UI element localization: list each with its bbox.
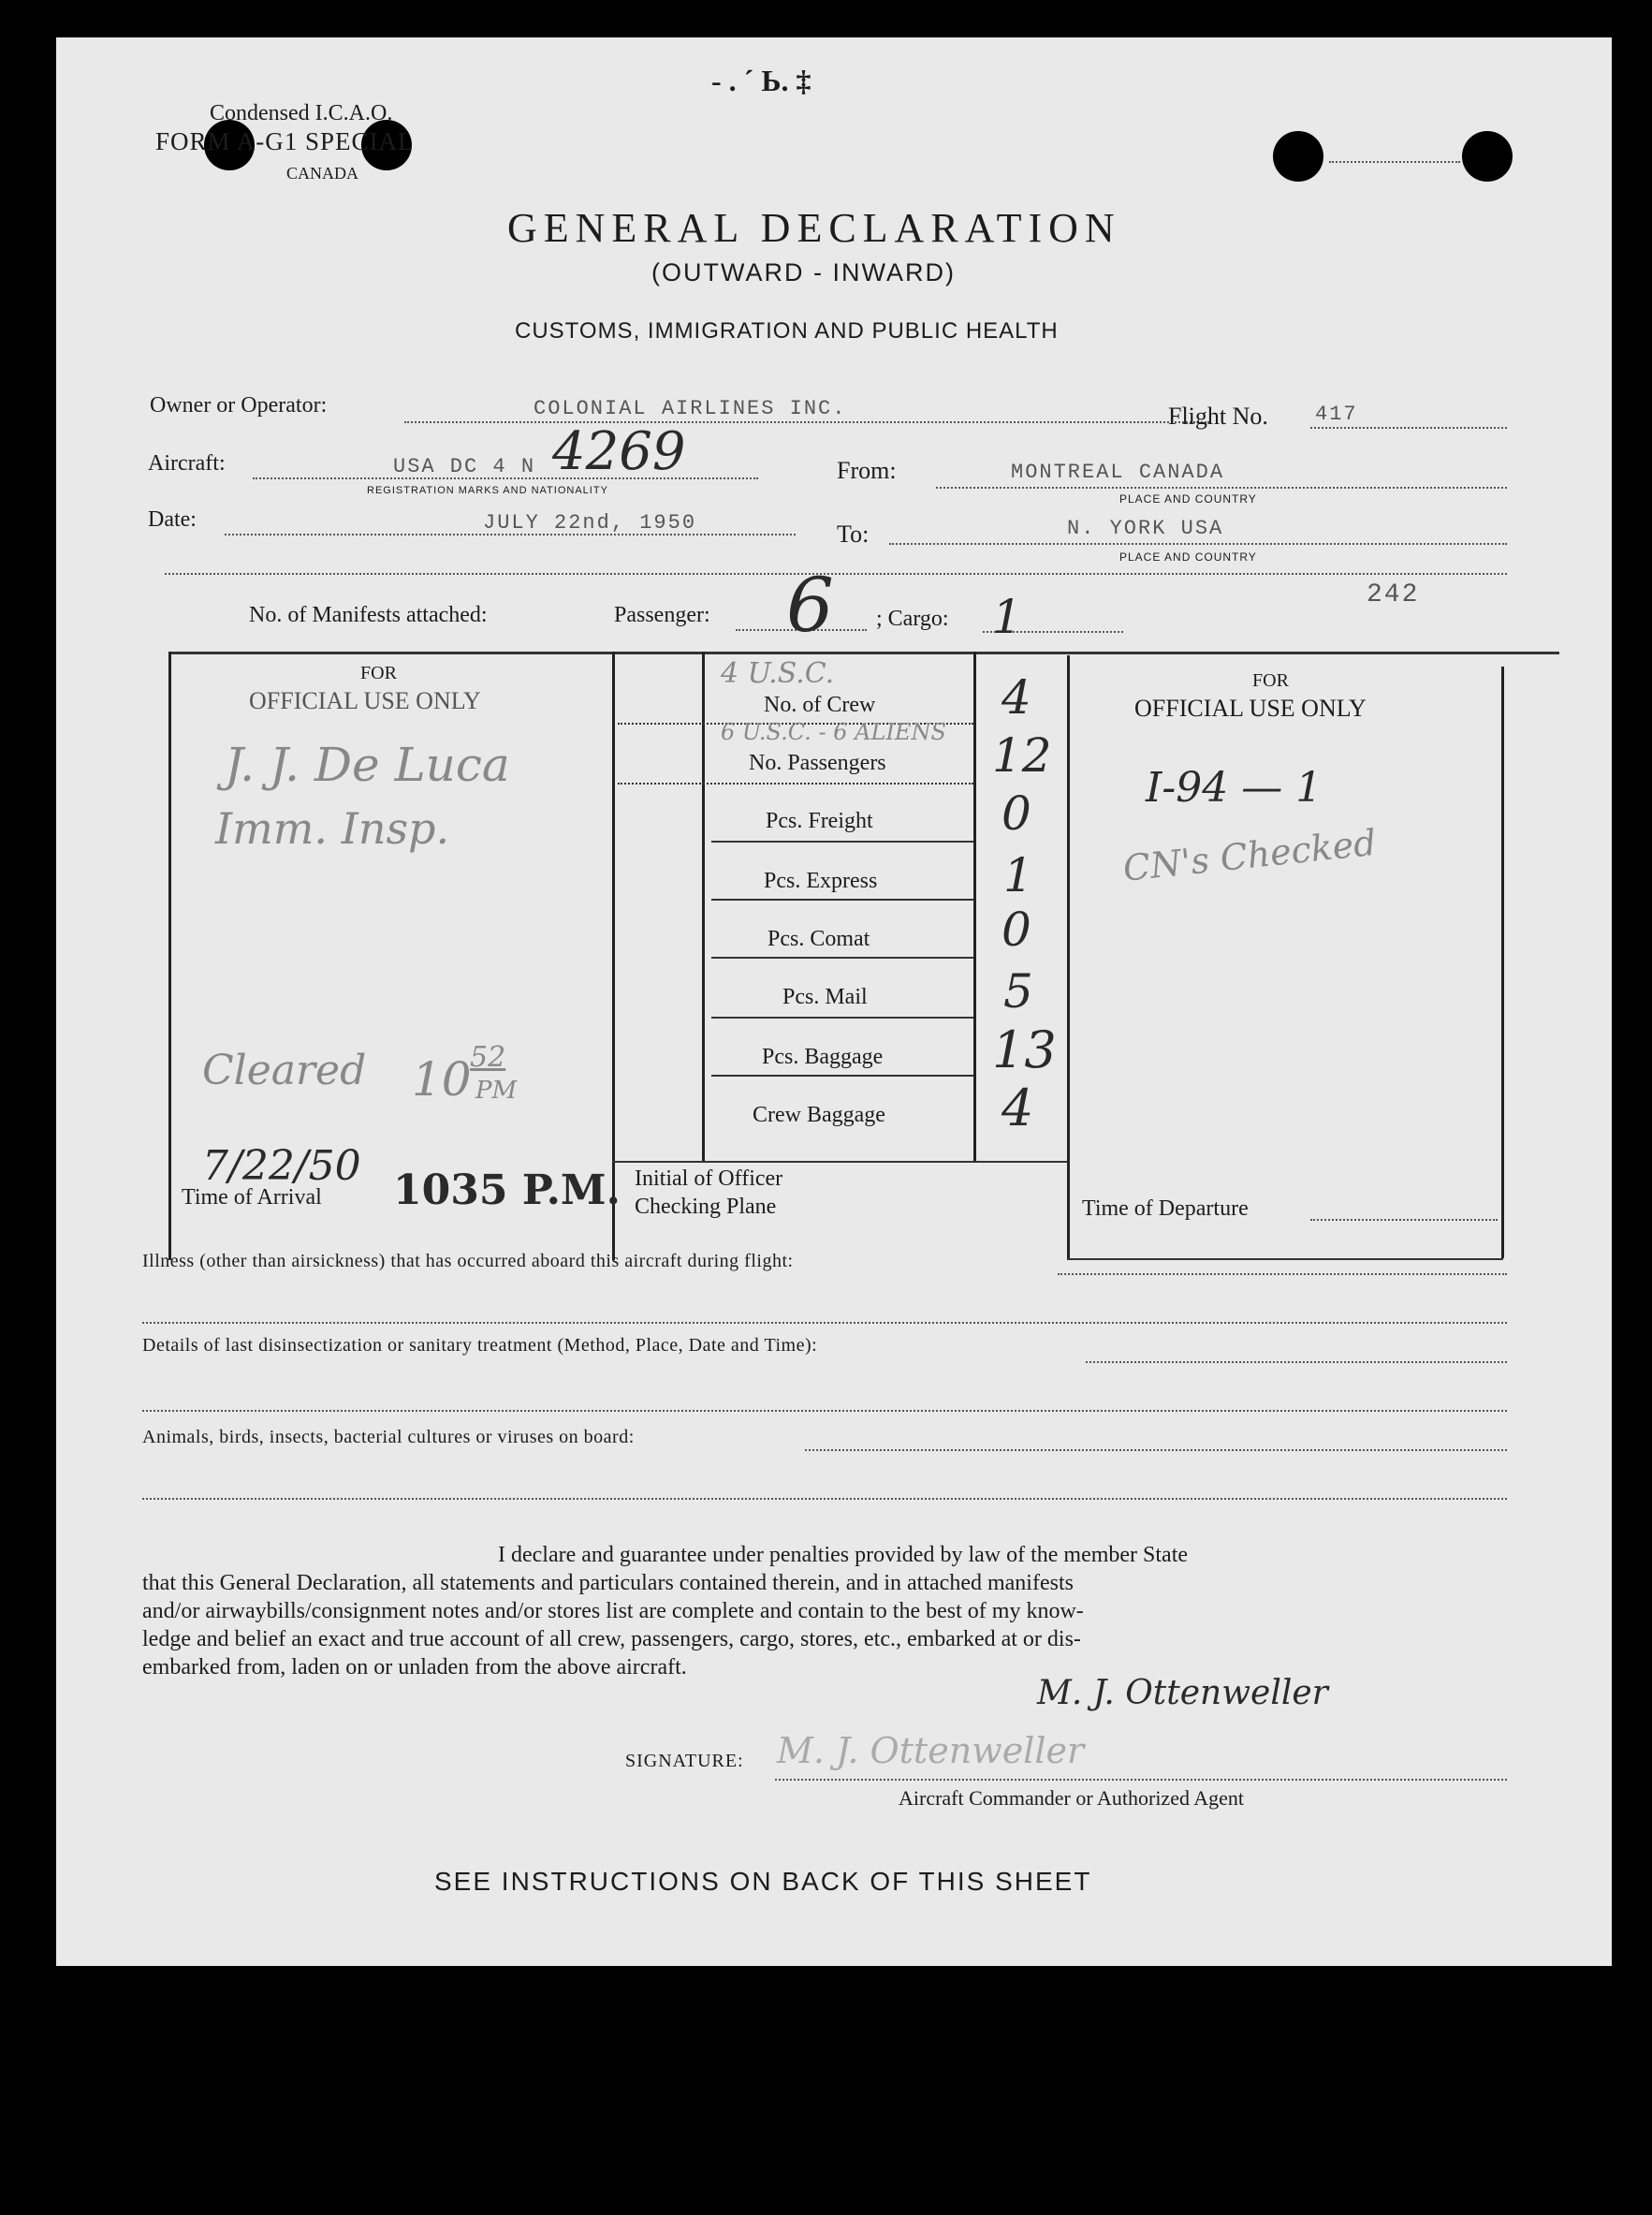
from-value: MONTREAL CANADA	[1011, 461, 1225, 484]
table-divider-3	[973, 652, 976, 1161]
declaration-line: that this General Declaration, all statements and particulars contained therein, and in attached manifests	[142, 1571, 1074, 1595]
right-note-1: I-94 — 1	[1146, 764, 1323, 812]
row-label-mail: Pcs. Mail	[782, 985, 868, 1009]
top-marks: - . ˊ Ь. ‡	[711, 64, 811, 97]
row-value-crew: 4	[1001, 670, 1031, 725]
table-right-rule	[1501, 667, 1504, 1258]
row-label-comat: Pcs. Comat	[768, 927, 870, 951]
row-value-express: 1	[1003, 848, 1033, 902]
row-rule	[711, 1017, 973, 1019]
date-value: JULY 22nd, 1950	[483, 511, 697, 535]
to-caption: PLACE AND COUNTRY	[1119, 550, 1257, 564]
page-subtitle: (OUTWARD - INWARD)	[651, 258, 956, 286]
to-label: To:	[837, 521, 870, 548]
departure-field-line	[1310, 1219, 1498, 1221]
row-rule	[711, 1075, 973, 1077]
row-rule	[711, 899, 973, 901]
departure-label: Time of Departure	[1082, 1196, 1249, 1221]
signature-handwritten: M. J. Ottenweller	[1037, 1674, 1328, 1712]
table-base-rule	[1067, 1258, 1503, 1260]
row-label-baggage: Pcs. Baggage	[762, 1045, 884, 1069]
form-header-line3: CANADA	[286, 164, 359, 183]
flight-label: Flight No.	[1168, 403, 1268, 430]
flight-field-line	[1310, 427, 1507, 429]
left-official: OFFICIAL USE ONLY	[249, 687, 481, 714]
left-signature-2: Imm. Insp.	[215, 803, 450, 854]
declaration-line: I declare and guarantee under penalties provided by law of the member State	[498, 1543, 1189, 1567]
crew-annotation: 4 U.S.C.	[721, 657, 835, 690]
punch-hole	[1273, 131, 1323, 182]
top-rule	[1329, 161, 1460, 163]
declaration-line: and/or airwaybills/consignment notes and/or stores list are complete and contain to the best of my know-	[142, 1599, 1084, 1623]
manifests-label: No. of Manifests attached:	[249, 603, 488, 627]
row-label-freight: Pcs. Freight	[766, 809, 873, 833]
left-for: FOR	[360, 663, 397, 683]
table-divider-2	[702, 652, 705, 1161]
row-rule	[711, 841, 973, 843]
cleared-pm: PM	[475, 1077, 518, 1105]
declaration-line: ledge and belief an exact and true account of all crew, passengers, cargo, stores, etc., embarked at or dis-	[142, 1627, 1081, 1651]
disinsect-label: Details of last disinsectization or sanitary treatment (Method, Place, Date and Time):	[142, 1335, 818, 1356]
from-label: From:	[837, 457, 897, 484]
signer-caption: Aircraft Commander or Authorized Agent	[899, 1786, 1245, 1810]
row-rule	[618, 783, 973, 785]
middle-bottom-rule	[612, 1161, 1067, 1163]
cargo-label: ; Cargo:	[876, 607, 949, 631]
row-label-express: Pcs. Express	[764, 869, 878, 893]
signature-line	[775, 1779, 1507, 1781]
cleared-minutes: 52	[470, 1041, 506, 1074]
table-divider-4	[1067, 655, 1070, 1260]
arrival-label: Time of Arrival	[182, 1185, 322, 1210]
date-label: Date:	[148, 507, 197, 532]
cleared-text: Cleared	[202, 1047, 367, 1094]
flight-value: 417	[1315, 403, 1358, 426]
passenger-value: 6	[786, 562, 834, 649]
disinsect-line-2	[142, 1410, 1507, 1412]
from-caption: PLACE AND COUNTRY	[1119, 492, 1257, 506]
cargo-value: 1	[992, 590, 1022, 644]
illness-line	[1058, 1273, 1507, 1275]
footer-instructions: SEE INSTRUCTIONS ON BACK OF THIS SHEET	[434, 1867, 1092, 1896]
row-value-passengers: 12	[992, 728, 1052, 783]
punch-hole	[1462, 131, 1513, 182]
right-note-2: CN's Checked	[1120, 821, 1379, 889]
arrival-date-note: 7/22/50	[202, 1142, 361, 1190]
row-value-baggage: 13	[992, 1020, 1057, 1079]
owner-label: Owner or Operator:	[150, 393, 328, 418]
passengers-annotation: 6 U.S.C. - 6 ALIENS	[721, 719, 946, 745]
left-signature-1: J. J. De Luca	[225, 738, 510, 792]
animals-line-2	[142, 1498, 1507, 1500]
cleared-time: 10	[412, 1052, 472, 1107]
owner-value: COLONIAL AIRLINES INC.	[534, 397, 847, 420]
animals-label: Animals, birds, insects, bacterial cultures or viruses on board:	[142, 1427, 635, 1447]
disinsect-line	[1086, 1361, 1507, 1363]
aircraft-label: Aircraft:	[148, 451, 226, 476]
aircraft-caption: REGISTRATION MARKS AND NATIONALITY	[367, 485, 608, 496]
page-title: GENERAL DECLARATION	[507, 205, 1121, 251]
declaration-line: embarked from, laden on or unladen from the above aircraft.	[142, 1655, 687, 1680]
passenger-label: Passenger:	[614, 603, 710, 627]
table-left-rule	[168, 652, 171, 1260]
aircraft-typed: USA DC 4 N	[393, 455, 536, 478]
to-field-line	[889, 543, 1507, 545]
row-value-crew-baggage: 4	[1001, 1078, 1034, 1137]
row-value-freight: 0	[1001, 786, 1031, 841]
row-value-comat: 0	[1001, 902, 1031, 957]
arrival-value: 1035 P.M.	[393, 1166, 621, 1214]
row-label-passengers: No. Passengers	[749, 751, 886, 775]
aircraft-handwritten: 4269	[552, 421, 686, 482]
declaration-sheet	[56, 37, 1612, 1966]
initial-officer-line1: Initial of Officer	[635, 1166, 783, 1191]
right-official: OFFICIAL USE ONLY	[1134, 695, 1367, 722]
illness-label: Illness (other than airsickness) that has occurred aboard this aircraft during flight:	[142, 1251, 794, 1271]
from-field-line	[936, 487, 1507, 489]
form-header-line2: FORM A-G1 SPECIAL	[155, 127, 415, 155]
stamp-number: 242	[1367, 580, 1420, 609]
animals-line	[805, 1449, 1507, 1451]
to-value: N. YORK USA	[1067, 517, 1224, 540]
table-top-rule	[168, 652, 1559, 654]
initial-officer-line2: Checking Plane	[635, 1195, 777, 1219]
separator-rule	[165, 573, 1507, 575]
right-for: FOR	[1252, 670, 1289, 691]
signature-label: SIGNATURE:	[625, 1751, 744, 1771]
form-header-line1: Condensed I.C.A.O.	[210, 101, 393, 125]
row-value-mail: 5	[1003, 964, 1033, 1019]
illness-line-2	[142, 1322, 1507, 1324]
signature-faint: M. J. Ottenweller	[777, 1730, 1085, 1771]
owner-field-line	[404, 421, 1209, 423]
row-label-crew-baggage: Crew Baggage	[753, 1103, 885, 1127]
row-label-crew: No. of Crew	[764, 693, 876, 717]
row-rule	[711, 957, 973, 959]
subheading: CUSTOMS, IMMIGRATION AND PUBLIC HEALTH	[515, 318, 1059, 344]
